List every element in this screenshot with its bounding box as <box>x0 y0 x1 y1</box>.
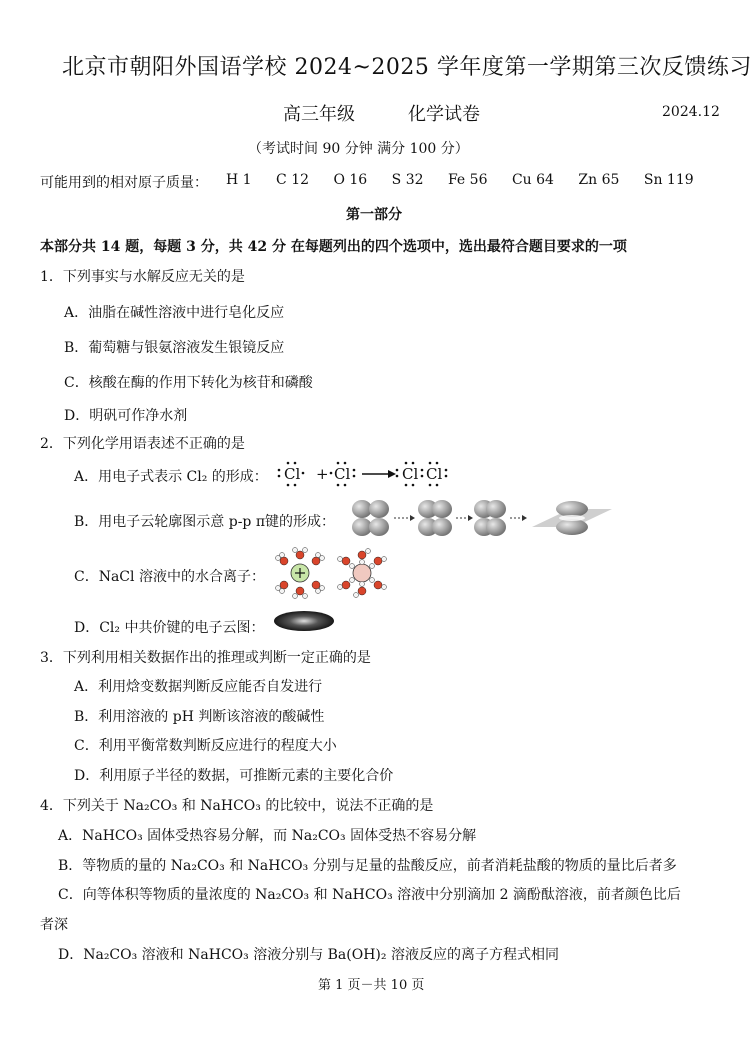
mass-cu: Cu 64 <box>511 172 554 188</box>
page-footer: 第 1 页－共 10 页 <box>318 978 425 993</box>
q4-option-b: B．等物质的量的 Na₂CO₃ 和 NaHCO₃ 分别与足量的盐酸反应，前者消耗盐酸的物质的量比后者多 <box>58 858 677 874</box>
pi-bond-result-icon <box>532 501 612 535</box>
grade-label: 高三年级 <box>283 104 355 125</box>
q4-option-d: D．Na₂CO₃ 溶液和 NaHCO₃ 溶液分别与 Ba(OH)₂ 溶液反应的离子方程式相同 <box>58 947 559 963</box>
pi-bond-svg <box>350 497 612 539</box>
hydrated-ions-diagram <box>270 547 390 597</box>
plus-sign: + <box>316 465 329 483</box>
mass-h: H 1 <box>226 172 252 188</box>
mass-c: C 12 <box>276 172 310 188</box>
q4-option-c-cont: 者深 <box>40 917 68 933</box>
q1-option-d: D．明矾可作净水剂 <box>64 408 188 424</box>
exam-date: 2024.12 <box>662 104 720 120</box>
arrow-icon-3 <box>510 515 527 521</box>
electron-cloud-svg <box>272 609 336 633</box>
q1-option-b: B．葡萄糖与银氨溶液发生银镜反应 <box>64 340 285 356</box>
mass-o: O 16 <box>333 172 368 188</box>
cl-atom-3: Cl <box>402 465 419 483</box>
cl2-electron-cloud-diagram <box>272 609 336 633</box>
hydrated-cl-ion-icon <box>338 549 387 598</box>
exam-info: （考试时间 90 分钟 满分 100 分） <box>248 141 469 157</box>
exam-title: 北京市朝阳外国语学校 2024~2025 学年度第一学期第三次反馈练习 <box>62 55 752 80</box>
cl-atom-1: Cl <box>284 465 301 483</box>
q3-option-a: A．利用焓变数据判断反应能否自发进行 <box>74 679 323 695</box>
electron-dot-svg <box>276 459 456 487</box>
q3-option-b: B．利用溶液的 pH 判断该溶液的酸碱性 <box>74 709 325 725</box>
electron-cloud-icon <box>274 611 334 631</box>
p-orbital-pair-3-icon <box>474 500 506 536</box>
subject-label: 化学试卷 <box>408 104 480 125</box>
p-p-pi-bond-diagram <box>350 497 612 539</box>
q1-option-a: A．油脂在碱性溶液中进行皂化反应 <box>64 305 285 321</box>
arrow-icon-2 <box>456 515 473 521</box>
p-orbital-pair-1-icon <box>352 500 389 536</box>
q2-stem: 2．下列化学用语表述不正确的是 <box>40 436 245 452</box>
q1-stem: 1．下列事实与水解反应无关的是 <box>40 269 245 285</box>
q2-option-b: B．用电子云轮廓图示意 p-p π键的形成： <box>74 514 336 530</box>
part-title: 第一部分 <box>346 207 402 223</box>
cl2-electron-dot-formula <box>276 459 456 487</box>
q4-stem: 4．下列关于 Na₂CO₃ 和 NaHCO₃ 的比较中，说法不正确的是 <box>40 798 434 814</box>
cl-atom-2: Cl <box>334 465 351 483</box>
atomic-mass-label: 可能用到的相对原子质量： <box>40 175 208 191</box>
q2-option-a: A．用电子式表示 Cl₂ 的形成： <box>74 469 268 485</box>
hydrated-ions-svg <box>270 547 390 597</box>
mass-fe: Fe 56 <box>447 172 488 188</box>
atomic-mass-list <box>226 172 714 188</box>
p-orbital-pair-2-icon <box>418 500 452 536</box>
q2-option-d: D．Cl₂ 中共价键的电子云图： <box>74 620 265 636</box>
reaction-arrow-icon <box>362 470 396 478</box>
q4-option-c: C．向等体积等物质的量浓度的 Na₂CO₃ 和 NaHCO₃ 溶液中分别滴加 2 滴酚酞溶液，前者颜色比后 <box>58 887 681 903</box>
q1-option-c: C．核酸在酶的作用下转化为核苷和磷酸 <box>64 375 313 391</box>
q3-option-c: C．利用平衡常数判断反应进行的程度大小 <box>74 738 337 754</box>
cl-atom-4: Cl <box>426 465 443 483</box>
arrow-icon-1 <box>394 515 415 521</box>
q2-option-c: C．NaCl 溶液中的水合离子： <box>74 569 265 585</box>
mass-s: S 32 <box>391 172 424 188</box>
q4-option-a: A．NaHCO₃ 固体受热容易分解，而 Na₂CO₃ 固体受热不容易分解 <box>58 828 477 844</box>
hydrated-na-ion-icon <box>276 548 325 599</box>
mass-sn: Sn 119 <box>643 172 694 188</box>
q3-stem: 3．下列利用相关数据作出的推理或判断一定正确的是 <box>40 650 371 666</box>
q3-option-d: D．利用原子半径的数据，可推断元素的主要化合价 <box>74 768 394 784</box>
mass-zn: Zn 65 <box>578 172 620 188</box>
part-instructions: 本部分共 14 题，每题 3 分，共 42 分 在每题列出的四个选项中，选出最符合题目要求的一项 <box>40 239 627 255</box>
